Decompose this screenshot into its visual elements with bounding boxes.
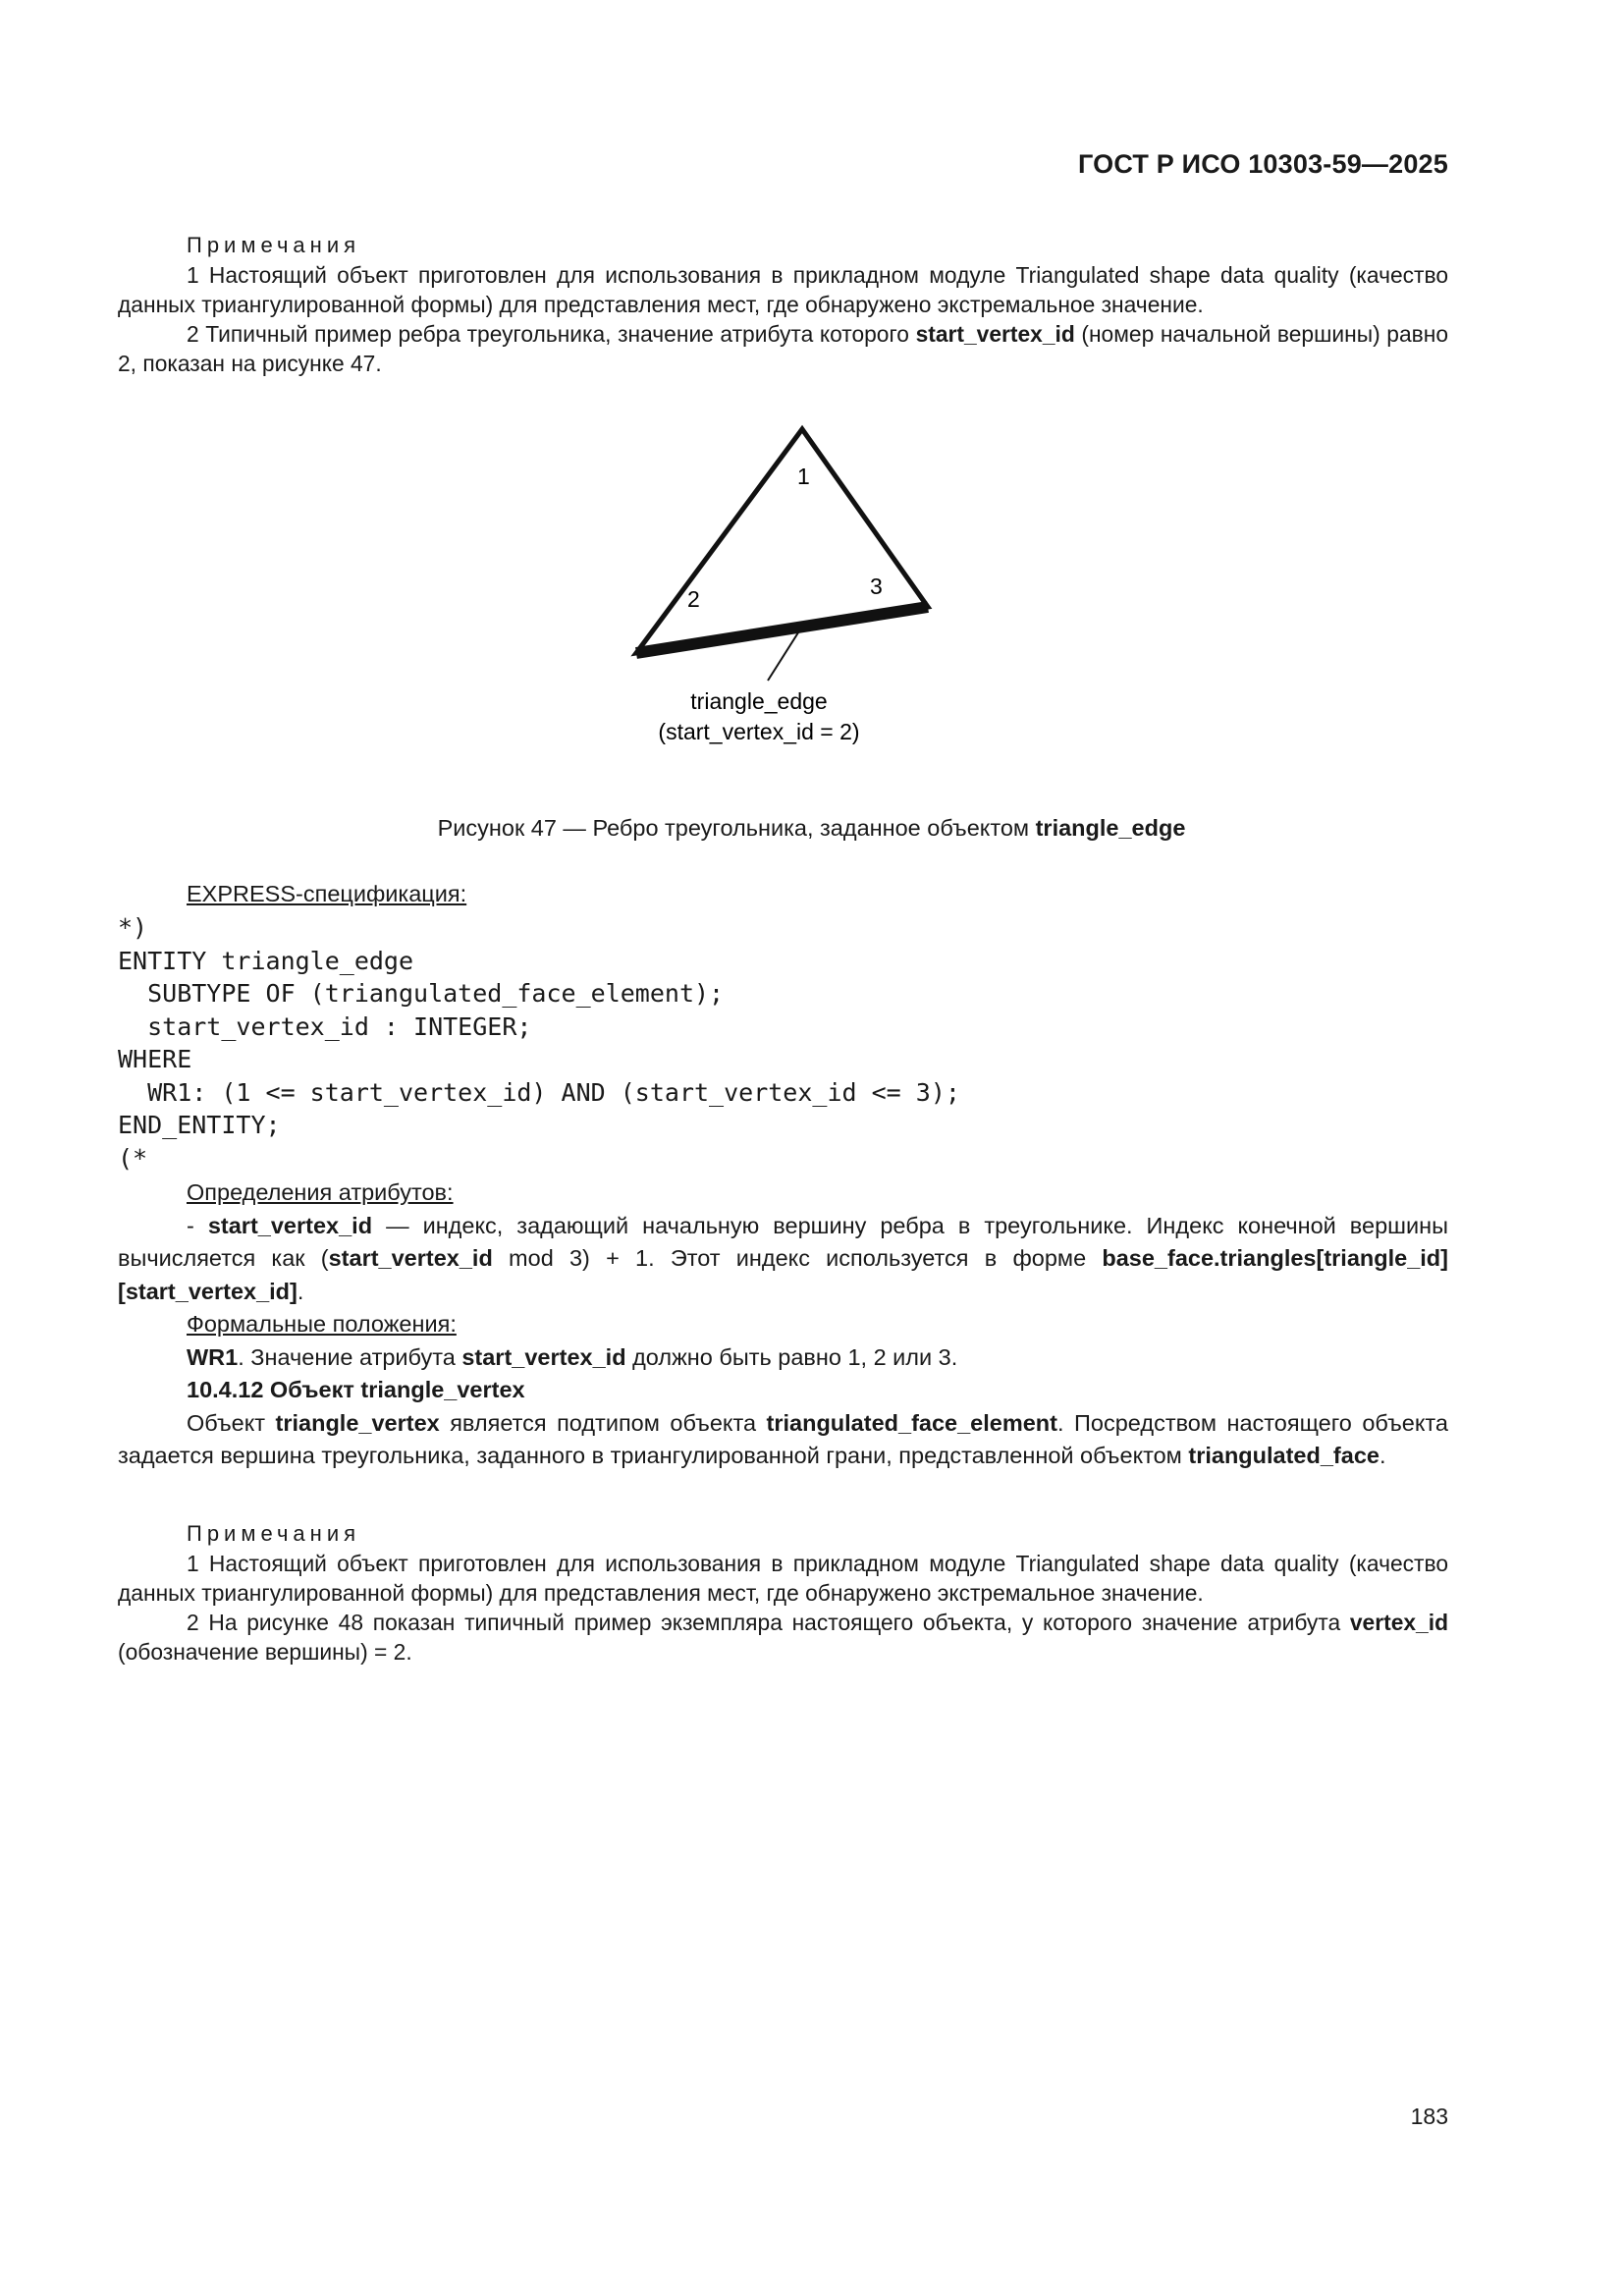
code-line: *) (118, 913, 148, 942)
express-heading: EXPRESS-спецификация: (187, 881, 467, 906)
notes-block-1 (118, 230, 1448, 378)
caption-term: triangle_edge (1035, 815, 1186, 841)
callout-text-1: triangle_edge (690, 688, 828, 714)
section-title: 10.4.12 Объект triangle_vertex (187, 1377, 525, 1402)
formal-rule: WR1. Значение атрибута start_vertex_id должно быть равно 1, 2 или 3. (187, 1343, 958, 1370)
code-line: WHERE (118, 1045, 192, 1073)
note-1: 1 Настоящий объект приготовлен для использования в прикладном модуле Triangulated shape data quality (качество данных триангулированной формы) для представления мест, где обнаружено экстремальное значение. (118, 1551, 1448, 1606)
code-line: SUBTYPE OF (triangulated_face_element); (118, 979, 725, 1008)
express-code (118, 911, 1394, 1175)
code-line: END_ENTITY; (118, 1111, 281, 1139)
attributes-heading: Определения атрибутов: (187, 1179, 454, 1205)
term-vertex-id: vertex_id (1349, 1610, 1448, 1635)
vertex-label-1: 1 (797, 464, 810, 489)
express-heading-row (118, 879, 1448, 909)
section-paragraph: Объект triangle_vertex является подтипом объекта triangulated_face_element. Посредством настоящего объекта задается вершина треугольника, заданного в триангулированной грани, представленной объектом triangulated_face. (118, 1409, 1448, 1468)
highlighted-edge (636, 607, 928, 653)
notes-title: Примечания (187, 1521, 361, 1546)
page-number: 183 (1410, 2104, 1448, 2129)
notes-block-2 (118, 1518, 1448, 1667)
term-start-vertex-id: start_vertex_id (915, 321, 1075, 347)
note-2: 2 Типичный пример ребра треугольника, значение атрибута которого start_vertex_id (номер начальной вершины) равно 2, показан на рисунке 47. (118, 321, 1448, 376)
triangle-edge-figure (619, 417, 952, 751)
figure-caption: Рисунок 47 — Ребро треугольника, заданное объектом triangle_edge (437, 815, 1186, 841)
definitions-block (118, 1176, 1448, 1473)
code-line: ENTITY triangle_edge (118, 946, 414, 975)
vertex-label-2: 2 (687, 586, 700, 612)
callout-text-2: (start_vertex_id = 2) (658, 719, 860, 744)
vertex-label-3: 3 (870, 574, 883, 599)
formal-heading: Формальные положения: (187, 1311, 457, 1337)
code-line: start_vertex_id : INTEGER; (118, 1011, 532, 1041)
code-line: WR1: (1 <= start_vertex_id) AND (start_vertex_id <= 3); (118, 1077, 960, 1107)
code-line: (* (118, 1143, 148, 1173)
standard-header: ГОСТ Р ИСО 10303-59—2025 (1078, 149, 1448, 179)
notes-title: Примечания (187, 233, 361, 257)
attribute-definition: - start_vertex_id — индекс, задающий начальную вершину ребра в треугольнике. Индекс конечной вершины вычисляется как (start_vertex_id mod 3) + 1. Этот индекс используется в форме base_face.triangles[triangle_id][start_vertex_id]. (118, 1212, 1449, 1304)
note-1: 1 Настоящий объект приготовлен для использования в прикладном модуле Triangulated shape data quality (качество данных триангулированной формы) для представления мест, где обнаружено экстремальное значение. (118, 262, 1448, 317)
note-2: 2 На рисунке 48 показан типичный пример экземпляра настоящего объекта, у которого значение атрибута vertex_id (обозначение вершины) = 2. (118, 1610, 1448, 1665)
